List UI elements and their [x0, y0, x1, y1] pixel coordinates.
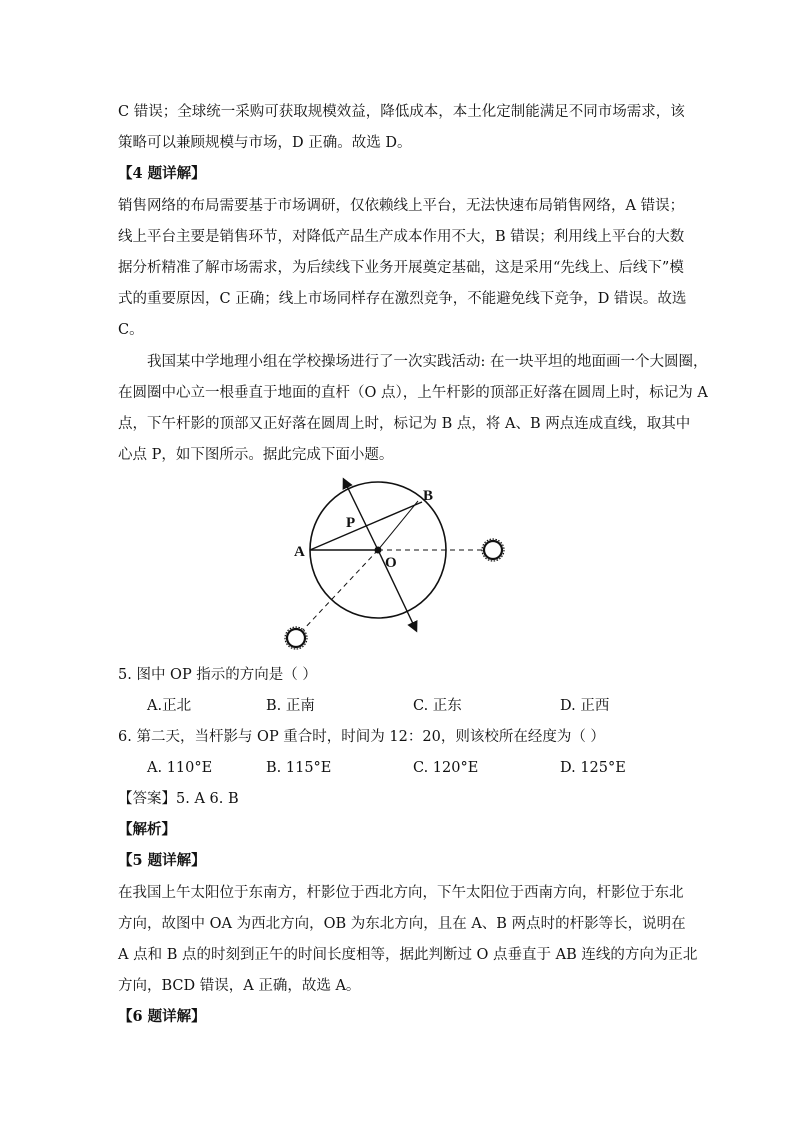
q4-heading: 【4 题详解】: [118, 165, 206, 182]
q5-option-b: B. 正南: [266, 698, 315, 714]
q6-option-b: B. 115°E: [266, 760, 332, 776]
paragraph-line: 在我国上午太阳位于东南方，杆影位于西北方向，下午太阳位于西南方向，杆影位于东北: [118, 885, 684, 901]
dashed-line-southwest: [303, 550, 378, 630]
q5-option-c: C. 正东: [413, 698, 462, 714]
paragraph-line: A 点和 B 点的时刻到正午的时间长度相等，据此判断过 O 点垂直于 AB 连线的方向为正北: [118, 947, 698, 963]
sun-icon: [482, 539, 504, 561]
q5-option-d: D. 正西: [560, 698, 610, 714]
intro-line: 点，下午杆影的顶部又正好落在圆周上时，标记为 B 点，将 A、B 两点连成直线，取其中: [118, 416, 691, 432]
answer-line: 【答案】5. A 6. B: [118, 791, 239, 807]
analysis-heading: 【解析】: [118, 821, 176, 838]
paragraph-line: C。: [118, 322, 144, 338]
shadow-diagram: [280, 470, 530, 660]
label-p: P: [346, 515, 356, 531]
label-o: O: [385, 555, 397, 571]
q6-heading: 【6 题详解】: [118, 1008, 206, 1025]
paragraph-line: C 错误；全球统一采购可获取规模效益，降低成本，本土化定制能满足不同市场需求，该: [118, 104, 685, 120]
paragraph-line: 式的重要原因，C 正确；线上市场同样存在激烈竞争，不能避免线下竞争，D 错误。故选: [118, 291, 687, 307]
q5-option-a: A.正北: [147, 698, 192, 714]
q6-option-c: C. 120°E: [413, 760, 479, 776]
label-b: B: [423, 488, 434, 504]
label-a: A: [294, 544, 305, 560]
intro-line: 我国某中学地理小组在学校操场进行了一次实践活动: 在一块平坦的地面画一个大圆圈，: [147, 354, 708, 370]
intro-line: 在圆圈中心立一根垂直于地面的直杆（O 点），上午杆影的顶部正好落在圆周上时，标记为 A: [118, 385, 708, 401]
paragraph-line: 据分析精准了解市场需求，为后续线下业务开展奠定基础，这是采用“先线上、后线下”模: [118, 260, 684, 276]
sun-icon: [285, 627, 307, 649]
intro-line: 心点 P，如下图所示。据此完成下面小题。: [118, 447, 394, 463]
paragraph-line: 线上平台主要是销售环节，对降低产品生产成本作用不大，B 错误；利用线上平台的大数: [118, 229, 685, 245]
paragraph-line: 方向，故图中 OA 为西北方向，OB 为东北方向，且在 A、B 两点时的杆影等长，说明在: [118, 916, 686, 932]
q5-stem: 5. 图中 OP 指示的方向是（ ）: [118, 667, 317, 683]
q6-option-d: D. 125°E: [560, 760, 626, 776]
paragraph-line: 策略可以兼顾规模与市场，D 正确。故选 D。: [118, 135, 412, 151]
pole-point-o: [375, 547, 382, 554]
q6-option-a: A. 110°E: [147, 760, 213, 776]
line-ob: [378, 501, 418, 550]
paragraph-line: 销售网络的布局需要基于市场调研，仅依赖线上平台，无法快速布局销售网络，A 错误；: [118, 198, 685, 214]
paragraph-line: 方向，BCD 错误，A 正确，故选 A。: [118, 978, 361, 994]
q5-heading: 【5 题详解】: [118, 852, 206, 869]
q6-stem: 6. 第二天，当杆影与 OP 重合时，时间为 12：20，则该校所在经度为（ ）: [118, 729, 605, 745]
